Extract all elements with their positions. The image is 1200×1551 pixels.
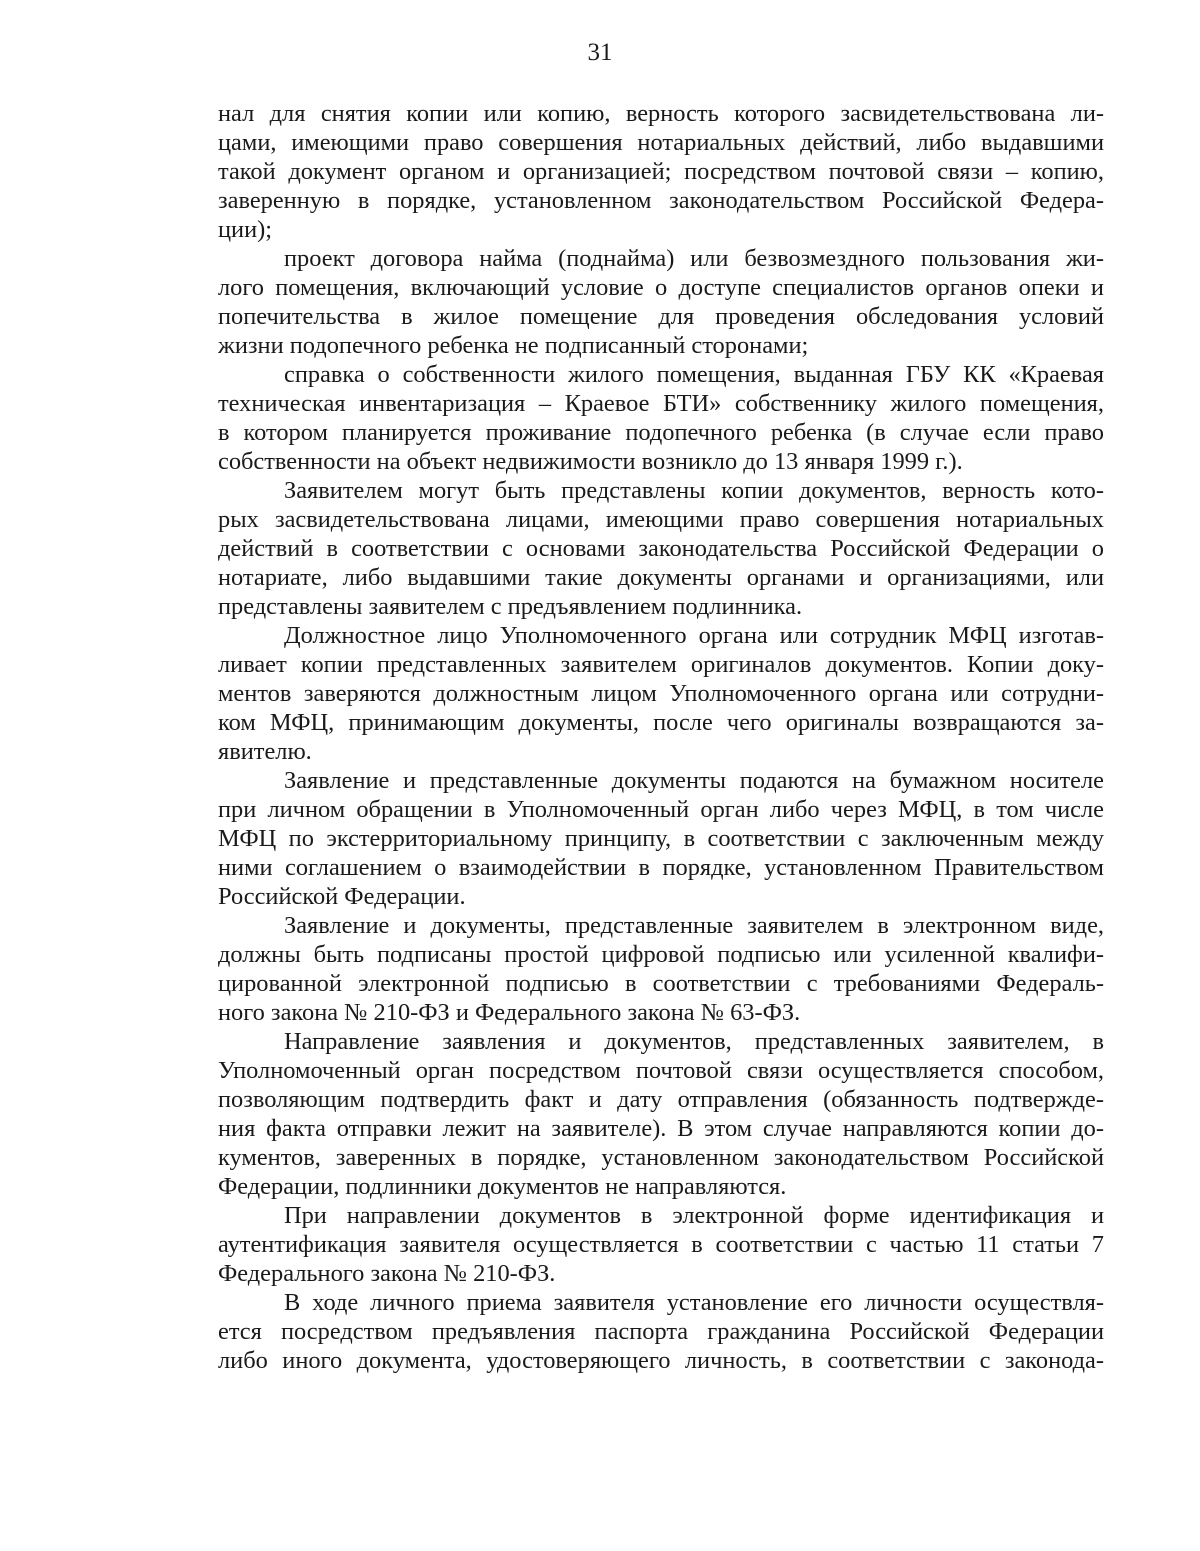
text-line: При направлении документов в электронной форме идентификация и	[284, 1202, 1104, 1229]
text-line: Заявление и представленные документы подаются на бумажном носителе	[284, 767, 1104, 794]
text-line: Федерации, подлинники документов не направляются.	[218, 1173, 787, 1200]
text-line: ния факта отправки лежит на заявителе). В этом случае направляются копии до-	[218, 1115, 1104, 1142]
text-line: должны быть подписаны простой цифровой подписью или усиленной квалифи-	[218, 941, 1104, 968]
text-line: ком МФЦ, принимающим документы, после чего оригиналы возвращаются за-	[218, 709, 1104, 736]
paragraph	[218, 911, 1104, 1027]
text-line: при личном обращении в Уполномоченный орган либо через МФЦ, в том числе	[218, 796, 1104, 823]
text-line: ного закона № 210-ФЗ и Федерального закона № 63-ФЗ.	[218, 999, 801, 1026]
text-line: собственности на объект недвижимости возникло до 13 января 1999 г.).	[218, 448, 963, 475]
text-line: Заявление и документы, представленные заявителем в электронном виде,	[284, 912, 1104, 939]
paragraph	[218, 766, 1104, 911]
text-line: Заявителем могут быть представлены копии документов, верность кото-	[284, 477, 1104, 504]
paragraph	[218, 99, 1104, 244]
text-line: МФЦ по экстерриториальному принципу, в соответствии с заключенным между	[218, 825, 1104, 852]
text-line: лого помещения, включающий условие о доступе специалистов органов опеки и	[218, 274, 1104, 301]
text-line: цами, имеющими право совершения нотариальных действий, либо выдавшими	[218, 129, 1104, 156]
paragraph	[218, 360, 1104, 476]
text-line: либо иного документа, удостоверяющего личность, в соответствии с законода-	[218, 1347, 1104, 1374]
text-line: ними соглашением о взаимодействии в порядке, установленном Правительством	[218, 854, 1104, 881]
text-line: явителю.	[218, 738, 312, 765]
text-line: в котором планируется проживание подопечного ребенка (в случае если право	[218, 419, 1104, 446]
text-line: ции);	[218, 216, 273, 243]
text-line: позволяющим подтвердить факт и дату отправления (обязанность подтвержде-	[218, 1086, 1104, 1113]
text-line: Уполномоченный орган посредством почтовой связи осуществляется способом,	[218, 1057, 1104, 1084]
paragraph	[218, 244, 1104, 360]
text-line: действий в соответствии с основами законодательства Российской Федерации о	[218, 535, 1104, 562]
text-line: рых засвидетельствована лицами, имеющими право совершения нотариальных	[218, 506, 1104, 533]
text-line: попечительства в жилое помещение для проведения обследования условий	[218, 303, 1104, 330]
text-line: Российской Федерации.	[218, 883, 466, 910]
text-line: В ходе личного приема заявителя установление его личности осуществля-	[284, 1289, 1104, 1316]
document-body	[218, 99, 1104, 1375]
text-line: такой документ органом и организацией; посредством почтовой связи – копию,	[218, 158, 1104, 185]
paragraph	[218, 1288, 1104, 1375]
paragraph	[218, 621, 1104, 766]
text-line: нал для снятия копии или копию, верность которого засвидетельствована ли-	[218, 100, 1104, 127]
text-line: Федерального закона № 210-ФЗ.	[218, 1260, 556, 1287]
text-line: проект договора найма (поднайма) или безвозмездного пользования жи-	[284, 245, 1104, 272]
text-line: нотариате, либо выдавшими такие документы органами и организациями, или	[218, 564, 1104, 591]
text-line: ливает копии представленных заявителем оригиналов документов. Копии доку-	[218, 651, 1104, 678]
text-line: жизни подопечного ребенка не подписанный сторонами;	[218, 332, 809, 359]
text-line: справка о собственности жилого помещения, выданная ГБУ КК «Краевая	[284, 361, 1104, 388]
text-line: кументов, заверенных в порядке, установленном законодательством Российской	[218, 1144, 1104, 1171]
page-number: 31	[587, 39, 613, 66]
paragraph	[218, 1201, 1104, 1288]
text-line: Направление заявления и документов, представленных заявителем, в	[284, 1028, 1104, 1055]
paragraph	[218, 476, 1104, 621]
text-line: аутентификация заявителя осуществляется в соответствии с частью 11 статьи 7	[218, 1231, 1104, 1258]
text-line: цированной электронной подписью в соответствии с требованиями Федераль-	[218, 970, 1104, 997]
text-line: представлены заявителем с предъявлением подлинника.	[218, 593, 803, 620]
paragraph	[218, 1027, 1104, 1201]
text-line: техническая инвентаризация – Краевое БТИ» собственнику жилого помещения,	[218, 390, 1104, 417]
text-line: Должностное лицо Уполномоченного органа или сотрудник МФЦ изготав-	[284, 622, 1104, 649]
text-line: ется посредством предъявления паспорта гражданина Российской Федерации	[218, 1318, 1104, 1345]
text-line: ментов заверяются должностным лицом Уполномоченного органа или сотрудни-	[218, 680, 1104, 707]
text-line: заверенную в порядке, установленном законодательством Российской Федера-	[218, 187, 1104, 214]
